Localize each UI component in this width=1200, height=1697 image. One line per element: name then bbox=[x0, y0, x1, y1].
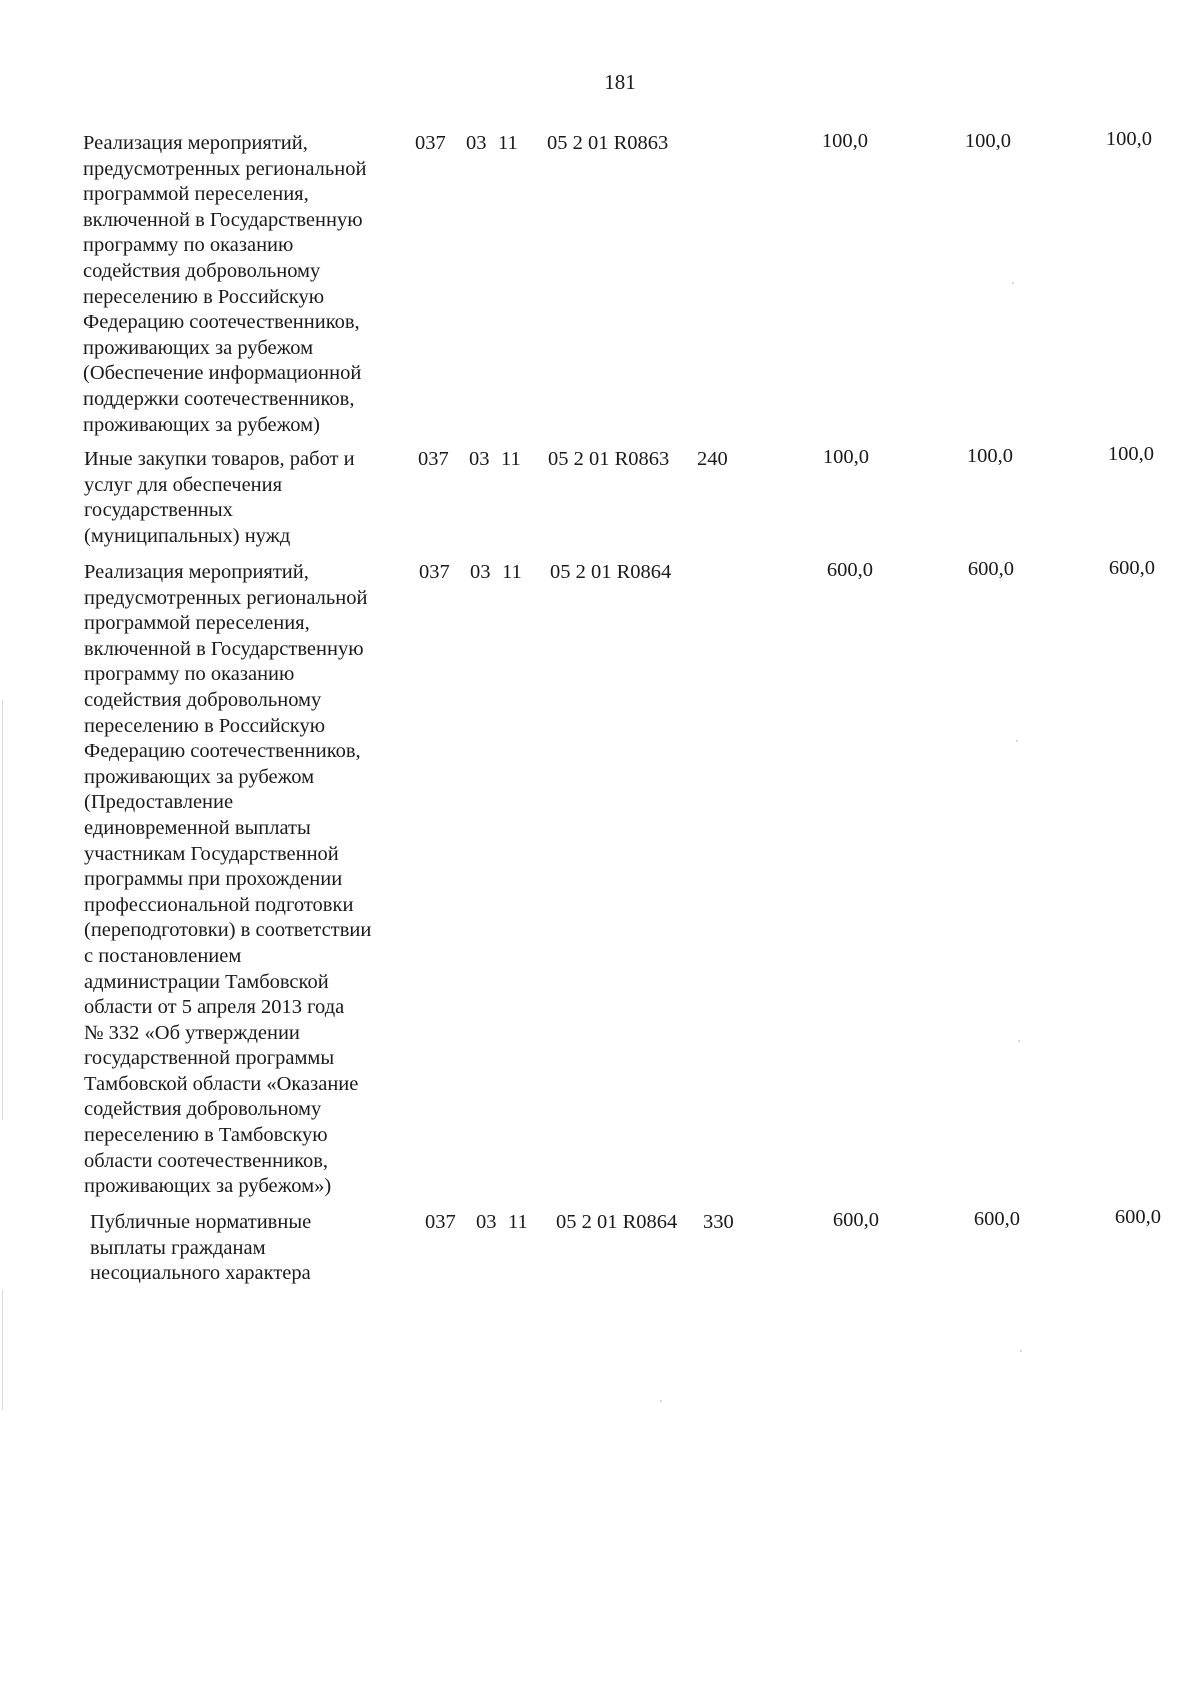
subsection-code: 11 bbox=[498, 132, 518, 154]
scan-speck bbox=[1012, 282, 1014, 284]
scan-edge-mark bbox=[2, 700, 3, 1120]
ministry-code: 037 bbox=[418, 448, 449, 470]
target-article: 05 2 01 R0863 bbox=[548, 448, 670, 470]
scan-edge-mark bbox=[2, 1290, 3, 1410]
target-article: 05 2 01 R0863 bbox=[547, 132, 669, 154]
amount-year-3: 100,0 bbox=[1105, 128, 1152, 150]
amount-year-2: 600,0 bbox=[973, 1208, 1020, 1230]
amount-year-3: 600,0 bbox=[1114, 1206, 1161, 1228]
amount-year-1: 100,0 bbox=[822, 446, 869, 468]
ministry-code: 037 bbox=[415, 132, 446, 154]
subsection-code: 11 bbox=[502, 561, 522, 583]
scan-speck bbox=[1018, 1040, 1020, 1042]
amount-year-1: 100,0 bbox=[821, 130, 868, 152]
ministry-code: 037 bbox=[425, 1211, 456, 1233]
amount-year-1: 600,0 bbox=[826, 559, 873, 581]
target-article: 05 2 01 R0864 bbox=[556, 1211, 678, 1233]
target-article: 05 2 01 R0864 bbox=[550, 561, 672, 583]
section-code: 03 bbox=[469, 448, 490, 470]
section-code: 03 bbox=[466, 132, 487, 154]
row-description: Публичные нормативные выплаты гражданам несоциального характера bbox=[90, 1211, 312, 1285]
subsection-code: 11 bbox=[501, 448, 521, 470]
expense-type: 240 bbox=[697, 448, 728, 470]
page-number: 181 bbox=[604, 70, 636, 94]
row-description: Реализация мероприятий, предусмотренных региональной программой переселения, включенной в Государственную программу по оказанию содействия добровольному переселению в Российскую Федерацию соотечественников, проживающих за рубежом (Предоставление единовременной выплаты участникам Государственной программы при прохождении профессиональной подготовки (переподготовки) в соответствии с постановлением администрации Тамбовской области от 5 апреля 2013 года № 332 «Об утверждении государственной программы Тамбовской области «Оказание содействия добровольному переселению в Тамбовскую области соотечественников, проживающих за рубежом») bbox=[84, 561, 372, 1198]
amount-year-2: 100,0 bbox=[966, 445, 1013, 467]
amount-year-2: 600,0 bbox=[967, 558, 1014, 580]
section-code: 03 bbox=[476, 1211, 497, 1233]
amount-year-1: 600,0 bbox=[832, 1209, 879, 1231]
amount-year-3: 600,0 bbox=[1108, 557, 1155, 579]
row-description: Иные закупки товаров, работ и услуг для обеспечения государственных (муниципальных) нужд bbox=[84, 448, 355, 547]
amount-year-3: 100,0 bbox=[1107, 443, 1154, 465]
ministry-code: 037 bbox=[419, 561, 450, 583]
section-code: 03 bbox=[470, 561, 491, 583]
expense-type: 330 bbox=[703, 1211, 734, 1233]
amount-year-2: 100,0 bbox=[964, 130, 1011, 152]
row-description: Реализация мероприятий, предусмотренных региональной программой переселения, включенной в Государственную программу по оказанию содействия добровольному переселению в Российскую Федерацию соотечественников, проживающих за рубежом (Обеспечение информационной поддержки соотечественников, проживающих за рубежом) bbox=[83, 132, 367, 436]
scan-speck bbox=[1016, 740, 1018, 742]
scan-speck bbox=[1020, 1350, 1022, 1352]
scan-speck bbox=[660, 1400, 662, 1402]
subsection-code: 11 bbox=[508, 1211, 528, 1233]
